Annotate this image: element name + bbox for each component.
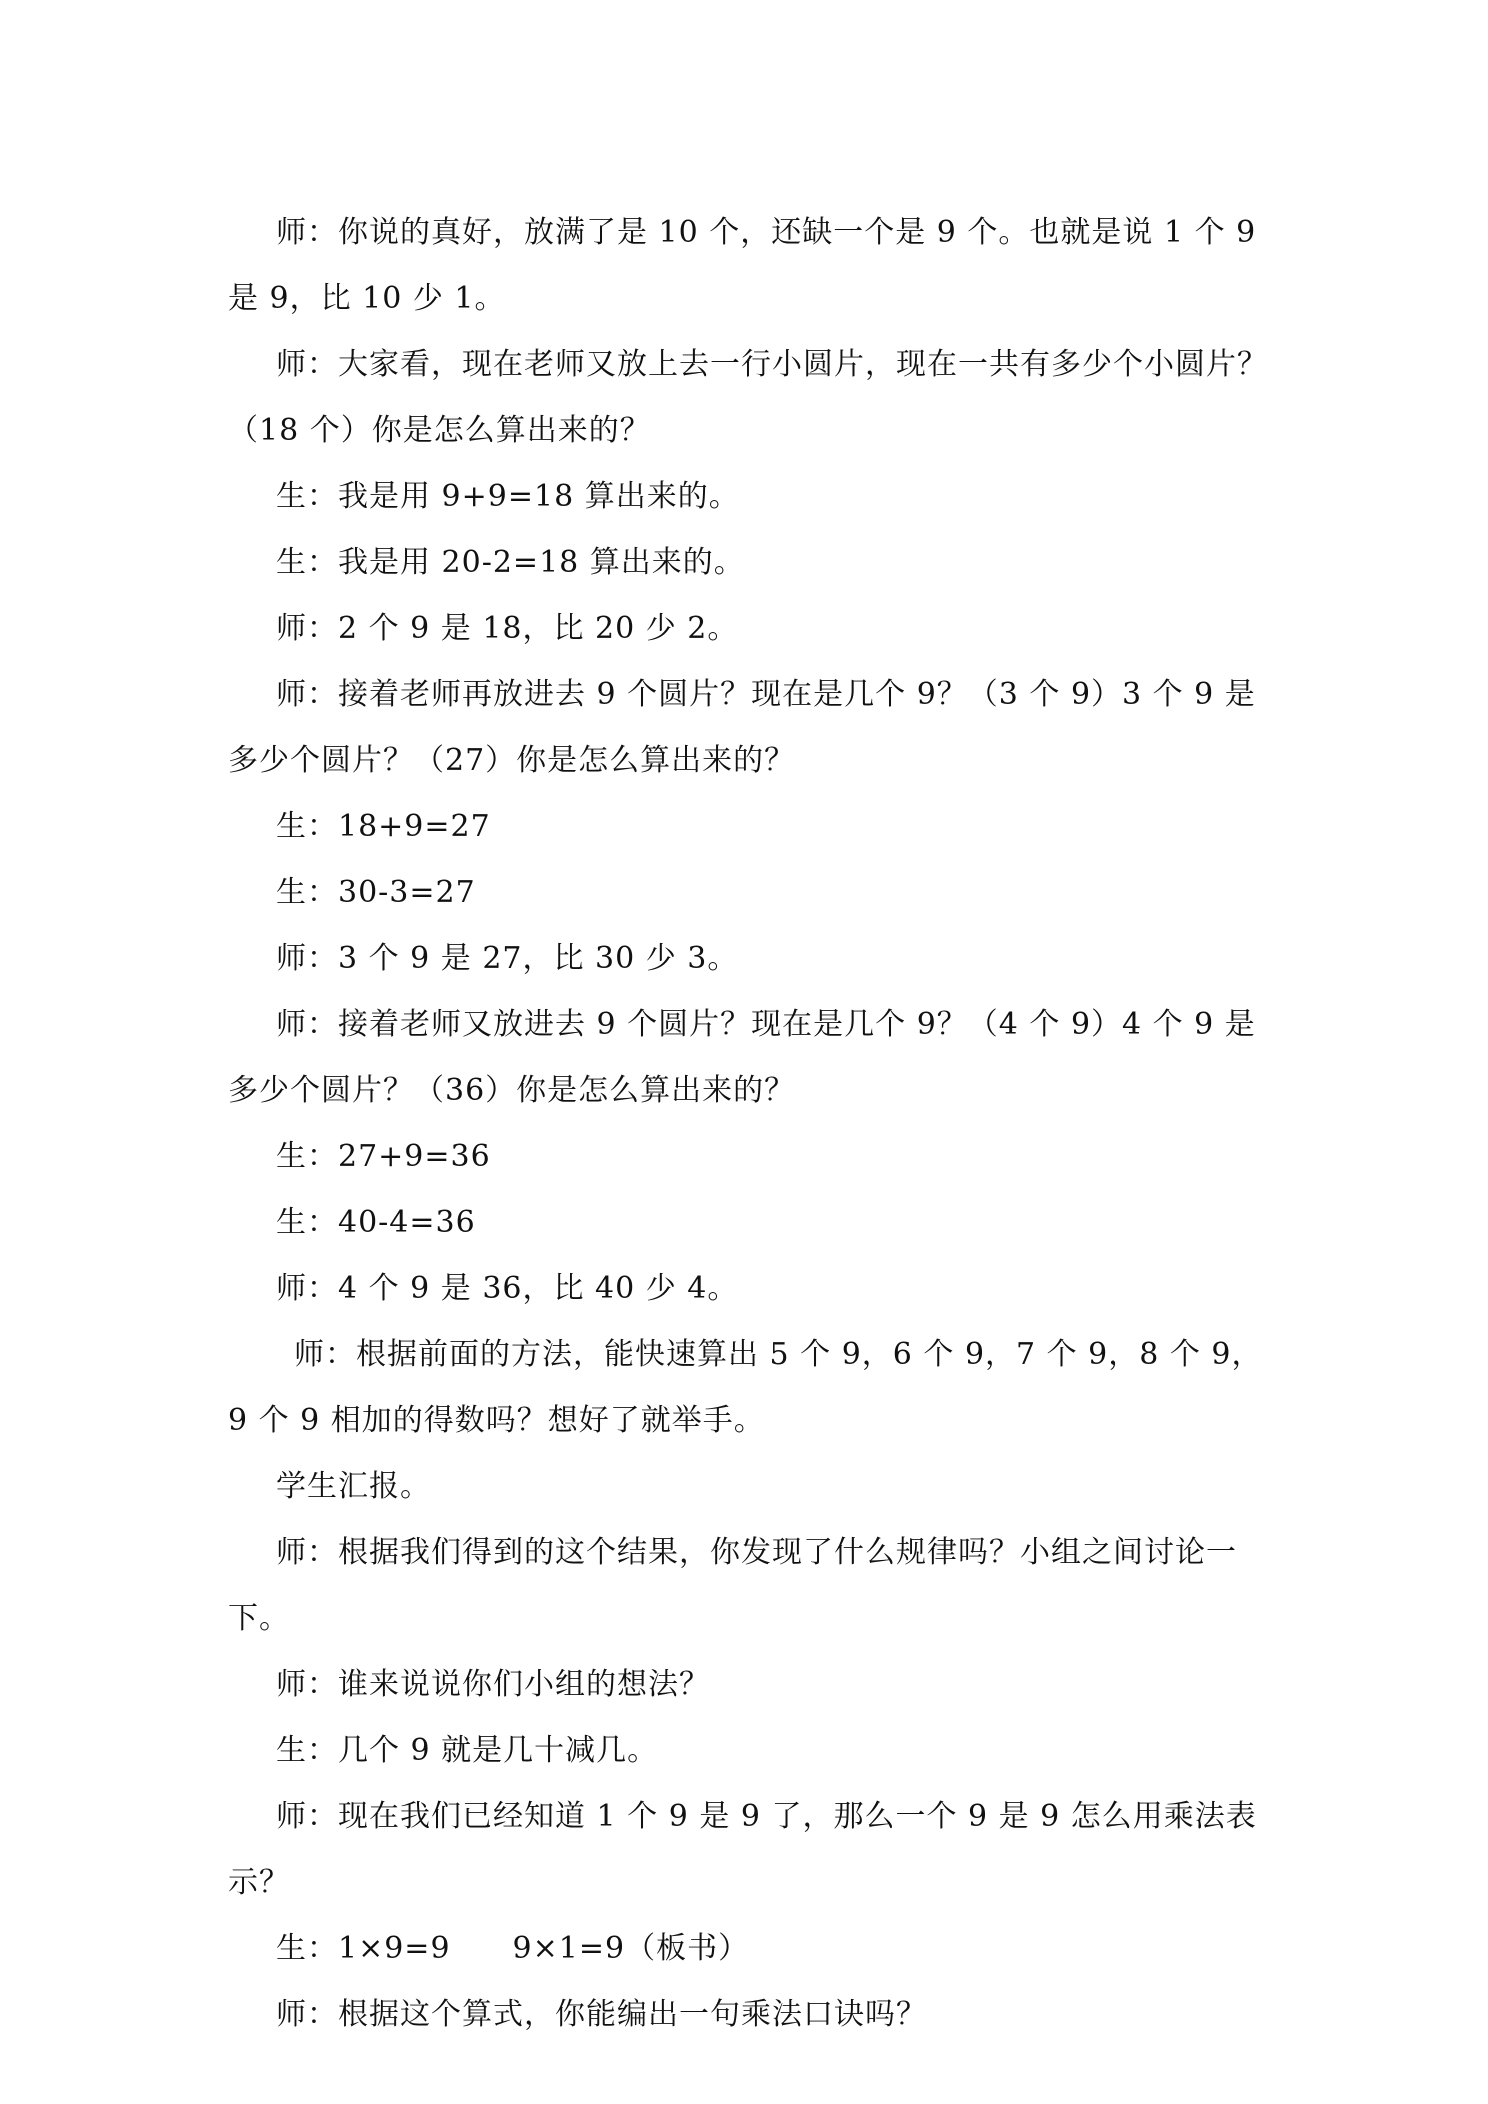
paragraph-16: 师：根据我们得到的这个结果，你发现了什么规律吗？小组之间讨论一下。 <box>228 1535 1237 1636</box>
paragraph-15: 学生汇报。 <box>276 1469 431 1504</box>
paragraph-4: 生：我是用 20-2=18 算出来的。 <box>276 545 745 580</box>
paragraph-6: 师：接着老师再放进去 9 个圆片？现在是几个 9？（3 个 9）3 个 9 是多少个圆片？（27）你是怎么算出来的？ <box>228 677 1256 778</box>
paragraph-20: 生：1×9=9 9×1=9（板书） <box>276 1931 750 1966</box>
paragraph-13: 师：4 个 9 是 36，比 40 少 4。 <box>276 1271 739 1306</box>
paragraph-19: 师：现在我们已经知道 1 个 9 是 9 了，那么一个 9 是 9 怎么用乘法表示？ <box>228 1799 1257 1900</box>
paragraph-7: 生：18+9=27 <box>276 809 491 844</box>
paragraph-12: 生：40-4=36 <box>276 1205 476 1240</box>
document-body <box>228 200 1268 2048</box>
paragraph-2: 师：大家看，现在老师又放上去一行小圆片，现在一共有多少个小圆片？（18 个）你是怎么算出来的？ <box>228 347 1268 448</box>
paragraph-8: 生：30-3=27 <box>276 875 476 910</box>
paragraph-14: 师：根据前面的方法，能快速算出 5 个 9，6 个 9，7 个 9，8 个 9，9 个 9 相加的得数吗？想好了就举手。 <box>228 1337 1263 1438</box>
paragraph-1: 师：你说的真好，放满了是 10 个，还缺一个是 9 个。也就是说 1 个 9 是 9，比 10 少 1。 <box>228 215 1257 316</box>
paragraph-17: 师：谁来说说你们小组的想法？ <box>276 1667 710 1702</box>
paragraph-18: 生：几个 9 就是几十减几。 <box>276 1733 659 1768</box>
paragraph-9: 师：3 个 9 是 27，比 30 少 3。 <box>276 941 739 976</box>
paragraph-3: 生：我是用 9+9=18 算出来的。 <box>276 479 740 514</box>
paragraph-10: 师：接着老师又放进去 9 个圆片？现在是几个 9？（4 个 9）4 个 9 是多少个圆片？（36）你是怎么算出来的？ <box>228 1007 1256 1108</box>
paragraph-5: 师：2 个 9 是 18，比 20 少 2。 <box>276 611 739 646</box>
paragraph-11: 生：27+9=36 <box>276 1139 491 1174</box>
paragraph-21: 师：根据这个算式，你能编出一句乘法口诀吗？ <box>276 1997 927 2032</box>
